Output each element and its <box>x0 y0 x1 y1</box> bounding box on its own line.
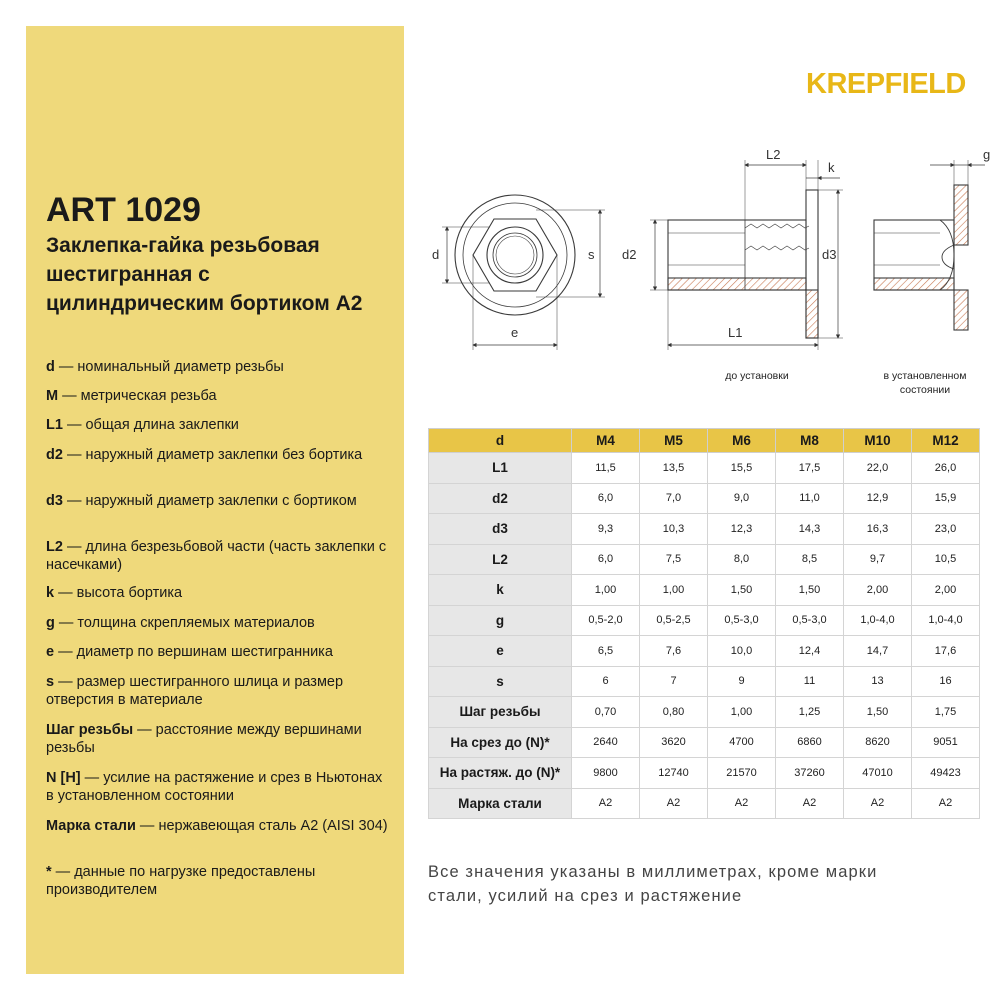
table-cell: 10,3 <box>640 514 708 545</box>
table-header-size: M4 <box>572 429 640 453</box>
dim-label-e: e <box>511 325 519 340</box>
table-cell: 6 <box>572 666 640 697</box>
legend-key: L1 <box>46 417 63 433</box>
table-cell: 6,0 <box>572 544 640 575</box>
table-cell: 9051 <box>912 727 980 758</box>
table-header-size: M12 <box>912 429 980 453</box>
table-header-row <box>429 429 980 453</box>
table-cell: 1,00 <box>572 575 640 606</box>
table-cell: 7 <box>640 666 708 697</box>
dim-label-k: k <box>828 160 835 175</box>
table-cell: 2,00 <box>912 575 980 606</box>
legend-text: — метрическая резьба <box>58 388 217 404</box>
table-cell: 17,5 <box>776 453 844 484</box>
dim-label-d: d <box>432 247 440 262</box>
side-view-before <box>650 160 843 350</box>
legend-text: — общая длина заклепки <box>62 417 239 433</box>
table-cell: A2 <box>776 788 844 819</box>
legend-text: — размер шестигранного шлица и размер отверстия в материале <box>46 674 344 708</box>
left-panel <box>26 26 404 974</box>
legend-key: Шаг резьбы <box>46 722 134 738</box>
table-row <box>429 544 980 575</box>
legend-text: — длина безрезьбовой части (часть заклепки с насечками) <box>46 539 387 573</box>
table-row <box>429 483 980 514</box>
table-cell: 1,75 <box>912 697 980 728</box>
table-cell: 13 <box>844 666 912 697</box>
table-cell: 11,0 <box>776 483 844 514</box>
table-cell: 16,3 <box>844 514 912 545</box>
product-article: ART 1029 <box>46 191 201 229</box>
table-cell: 1,50 <box>776 575 844 606</box>
table-row <box>429 575 980 606</box>
table-cell: 1,00 <box>708 697 776 728</box>
legend-key: N [Н] <box>46 770 81 786</box>
legend-item <box>46 721 391 757</box>
legend-text: — расстояние между вершинами резьбы <box>46 722 362 756</box>
table-row <box>429 727 980 758</box>
table-cell: 7,0 <box>640 483 708 514</box>
table-cell: 21570 <box>708 758 776 789</box>
legend-text: — номинальный диаметр резьбы <box>54 359 284 375</box>
spec-table <box>428 428 980 819</box>
front-view <box>442 195 605 350</box>
table-row-label: d2 <box>429 483 572 514</box>
legend-key: L2 <box>46 539 63 555</box>
table-cell: 0,5-2,0 <box>572 605 640 636</box>
table-row-label: g <box>429 605 572 636</box>
table-cell: 47010 <box>844 758 912 789</box>
table-header-size: M8 <box>776 429 844 453</box>
table-cell: 0,80 <box>640 697 708 728</box>
table-row <box>429 697 980 728</box>
table-cell: A2 <box>844 788 912 819</box>
legend-key: s <box>46 674 55 690</box>
table-cell: 22,0 <box>844 453 912 484</box>
dim-label-l1: L1 <box>728 325 743 340</box>
dim-label-l2: L2 <box>766 147 781 162</box>
legend-text: — высота бортика <box>54 585 183 601</box>
footnote: Все значения указаны в миллиметрах, кроме марки стали, усилий на срез и растяжение <box>428 863 878 905</box>
legend-key: d <box>46 359 55 375</box>
legend-key: e <box>46 644 55 660</box>
table-cell: 10,5 <box>912 544 980 575</box>
table-cell: 1,00 <box>640 575 708 606</box>
legend-text: — нержавеющая сталь A2 (AISI 304) <box>135 818 388 834</box>
legend-key: g <box>46 615 55 631</box>
legend-key: M <box>46 388 59 404</box>
table-cell: 49423 <box>912 758 980 789</box>
table-cell: 9,0 <box>708 483 776 514</box>
table-cell: 1,25 <box>776 697 844 728</box>
table-cell: 1,0-4,0 <box>844 605 912 636</box>
side-view-after <box>874 160 985 330</box>
technical-drawings <box>410 140 1000 410</box>
legend-item <box>46 614 391 632</box>
legend-key: * <box>46 864 52 880</box>
table-row-label: Марка стали <box>429 788 572 819</box>
legend-key: d3 <box>46 493 63 509</box>
table-row-label: d3 <box>429 514 572 545</box>
table-row-label: На растяж. до (N)* <box>429 758 572 789</box>
table-row <box>429 453 980 484</box>
table-header-label: d <box>429 429 572 453</box>
legend-item <box>46 416 391 434</box>
table-cell: 6,5 <box>572 636 640 667</box>
table-row-label: L1 <box>429 453 572 484</box>
table-cell: 0,70 <box>572 697 640 728</box>
table-row-label: e <box>429 636 572 667</box>
caption-after: в установленном состоянии <box>883 370 967 396</box>
table-cell: 10,0 <box>708 636 776 667</box>
legend-text: — диаметр по вершинам шестигранника <box>54 644 333 660</box>
legend-key: k <box>46 585 55 601</box>
table-cell: 3620 <box>640 727 708 758</box>
table-row-label: s <box>429 666 572 697</box>
table-row <box>429 514 980 545</box>
caption-before: до установки <box>725 370 789 382</box>
table-cell: 0,5-3,0 <box>776 605 844 636</box>
table-cell: 7,6 <box>640 636 708 667</box>
table-cell: 15,5 <box>708 453 776 484</box>
legend-item <box>46 358 391 376</box>
table-cell: 8,5 <box>776 544 844 575</box>
legend-text: — данные по нагрузке предоставлены производителем <box>46 864 316 898</box>
legend-key: Марка стали <box>46 818 136 834</box>
legend-text: — наружный диаметр заклепки без бортика <box>62 447 363 463</box>
table-cell: A2 <box>708 788 776 819</box>
table-cell: 2640 <box>572 727 640 758</box>
table-cell: 26,0 <box>912 453 980 484</box>
table-row-label: L2 <box>429 544 572 575</box>
table-cell: 7,5 <box>640 544 708 575</box>
legend-text: — усилие на растяжение и срез в Ньютонах в установленном состоянии <box>46 770 383 804</box>
legend-item <box>46 387 391 405</box>
legend-item <box>46 769 391 805</box>
table-header-size: M6 <box>708 429 776 453</box>
table-cell: 0,5-2,5 <box>640 605 708 636</box>
table-cell: A2 <box>640 788 708 819</box>
dim-label-s: s <box>588 247 595 262</box>
legend-item <box>46 584 391 602</box>
table-body <box>429 453 980 819</box>
table-cell: 9 <box>708 666 776 697</box>
table-row <box>429 605 980 636</box>
legend-key: d2 <box>46 447 63 463</box>
legend-item <box>46 673 391 709</box>
table-cell: 1,50 <box>844 697 912 728</box>
table-cell: 12740 <box>640 758 708 789</box>
table-cell: 0,5-3,0 <box>708 605 776 636</box>
dim-label-d2: d2 <box>622 247 637 262</box>
table-cell: 13,5 <box>640 453 708 484</box>
table-cell: 12,3 <box>708 514 776 545</box>
legend-item <box>46 817 391 835</box>
table-cell: 12,9 <box>844 483 912 514</box>
table-cell: 37260 <box>776 758 844 789</box>
table-row <box>429 636 980 667</box>
table-cell: 8,0 <box>708 544 776 575</box>
table-cell: 4700 <box>708 727 776 758</box>
table-cell: 16 <box>912 666 980 697</box>
table-cell: 15,9 <box>912 483 980 514</box>
table-header-size: M5 <box>640 429 708 453</box>
table-cell: 12,4 <box>776 636 844 667</box>
table-cell: 1,0-4,0 <box>912 605 980 636</box>
table-header-size: M10 <box>844 429 912 453</box>
table-cell: 6,0 <box>572 483 640 514</box>
legend-item <box>46 492 391 510</box>
table-cell: 9,3 <box>572 514 640 545</box>
table-row <box>429 758 980 789</box>
table-cell: 17,6 <box>912 636 980 667</box>
legend-item <box>46 643 391 661</box>
table-cell: A2 <box>572 788 640 819</box>
table-cell: 8620 <box>844 727 912 758</box>
table-cell: 11,5 <box>572 453 640 484</box>
product-title: Заклепка-гайка резьбовая шестигранная с цилиндрическим бортиком A2 <box>46 234 363 315</box>
legend-item <box>46 863 391 899</box>
table-row <box>429 666 980 697</box>
table-cell: A2 <box>912 788 980 819</box>
table-cell: 9,7 <box>844 544 912 575</box>
table-cell: 14,3 <box>776 514 844 545</box>
brand-logo: KREPFIELD <box>806 68 966 100</box>
table-cell: 14,7 <box>844 636 912 667</box>
table-row-label: Шаг резьбы <box>429 697 572 728</box>
dim-label-g: g <box>983 147 991 162</box>
table-cell: 11 <box>776 666 844 697</box>
table-cell: 1,50 <box>708 575 776 606</box>
table-cell: 6860 <box>776 727 844 758</box>
legend-item <box>46 538 391 574</box>
table-cell: 9800 <box>572 758 640 789</box>
table-row-label: На срез до (N)* <box>429 727 572 758</box>
legend-text: — толщина скрепляемых материалов <box>54 615 315 631</box>
table-row-label: k <box>429 575 572 606</box>
dim-label-d3: d3 <box>822 247 837 262</box>
legend-text: — наружный диаметр заклепки с бортиком <box>62 493 357 509</box>
table-row <box>429 788 980 819</box>
table-cell: 23,0 <box>912 514 980 545</box>
legend-item <box>46 446 391 464</box>
table-cell: 2,00 <box>844 575 912 606</box>
